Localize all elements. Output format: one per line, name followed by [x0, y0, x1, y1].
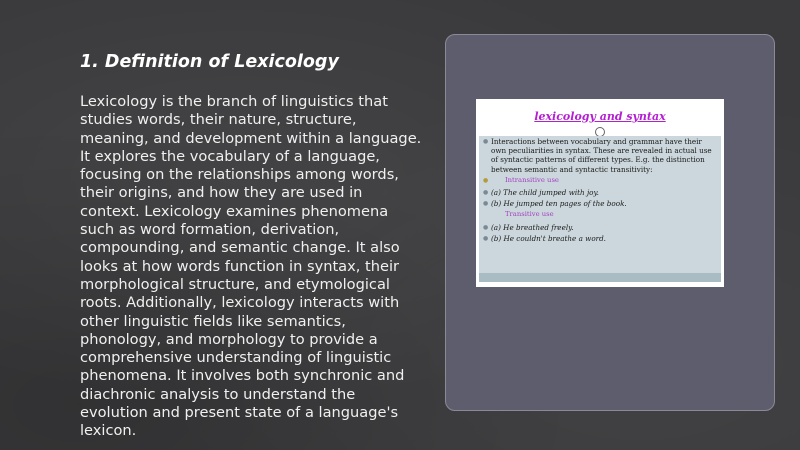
- slide-content: [479, 136, 721, 273]
- example-b1: (b) He jumped ten pages of the book.: [491, 199, 627, 209]
- bullet-icon: ●: [483, 138, 489, 145]
- example-b2: (b) He couldn't breathe a word.: [491, 233, 606, 243]
- slide-intro-text: Interactions between vocabulary and grammar have their own peculiarities in syntax. These are revealed in actual use of syntactic patterns of different types. E.g. the distinction between semantic and syntactic transitivity:: [491, 137, 712, 174]
- example-a2: (a) He breathed freely.: [491, 222, 574, 232]
- bullet-icon: ●: [483, 176, 489, 184]
- bullet-icon: ●: [483, 200, 489, 208]
- definition-paragraph: Lexicology is the branch of linguistics that studies words, their nature, structure, meaning, and development within a language. It explores the vocabulary of a language, focusing on the relationships among words, their origins, and how they are used in context. Lexicology examines phenomena such as word formation, derivation, compounding, and semantic change. It also looks at how words function in syntax, their morphological structure, and etymological roots. Additionally, lexicology interacts with other linguistic fields like semantics, phonology, and morphology to provide a comprehensive understanding of linguistic phenomena. It involves both synchronic and diachronic analysis to understand the evolution and present state of a language's lexicon.: [80, 93, 422, 440]
- slide-transitive-label-item: [483, 210, 718, 219]
- slide-example-item: [483, 188, 718, 197]
- bullet-icon: ●: [483, 234, 489, 242]
- slide-example-item: [483, 234, 718, 243]
- slide-example-item: [483, 223, 718, 232]
- slide-thumbnail: [476, 99, 724, 287]
- slide-title: lexicology and syntax: [476, 99, 724, 135]
- example-a1: (a) The child jumped with joy.: [491, 188, 599, 198]
- transitive-label: Transitive use: [505, 210, 554, 219]
- slide-example-item: [483, 199, 718, 208]
- slide-intransitive-label-item: [483, 176, 718, 185]
- bullet-icon: ●: [483, 223, 489, 231]
- section-heading: 1. Definition of Lexicology: [80, 52, 339, 72]
- bullet-icon: ●: [483, 189, 489, 197]
- slide-intro-item: [483, 137, 718, 174]
- intransitive-label: Intransitive use: [505, 175, 559, 184]
- slide-footer-bar: [479, 273, 721, 282]
